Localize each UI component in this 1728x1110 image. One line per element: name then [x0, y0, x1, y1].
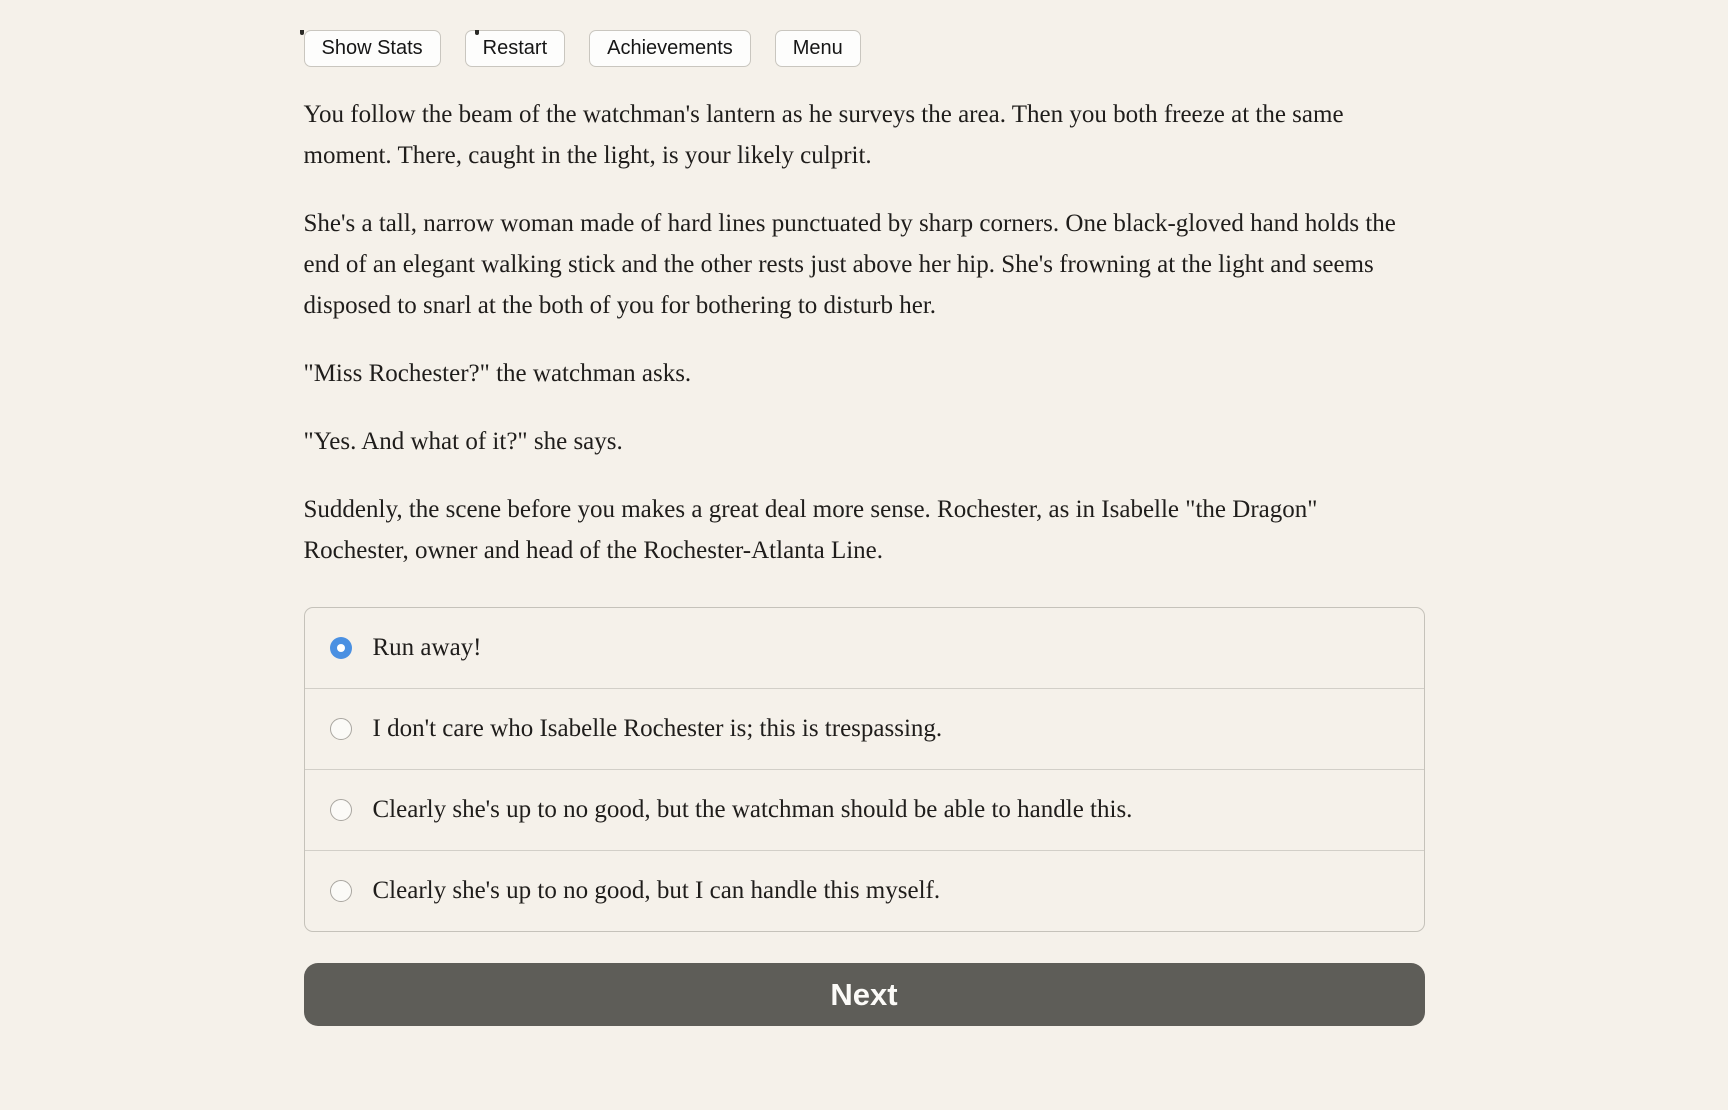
- radio-button-icon[interactable]: [330, 637, 352, 659]
- choice-label: Run away!: [372, 634, 482, 661]
- choice-option-run-away[interactable]: [305, 608, 1424, 688]
- clipped-descender-mark: [300, 30, 304, 35]
- show-stats-button[interactable]: Show Stats: [304, 30, 441, 67]
- next-button[interactable]: Next: [304, 963, 1425, 1026]
- menu-button[interactable]: Menu: [775, 30, 861, 67]
- story-paragraph: "Yes. And what of it?" she says.: [303, 428, 623, 455]
- choice-label: I don't care who Isabelle Rochester is; this is trespassing.: [372, 715, 943, 742]
- restart-button[interactable]: Restart: [465, 30, 565, 67]
- choice-option-handle-myself[interactable]: [305, 850, 1424, 931]
- choice-label: Clearly she's up to no good, but I can handle this myself.: [372, 877, 941, 904]
- radio-button-icon[interactable]: [330, 718, 352, 740]
- story-paragraph: You follow the beam of the watchman's lantern as he surveys the area. Then you both freeze at the same moment. There, caught in the light, is your likely culprit.: [303, 101, 1344, 169]
- radio-button-icon[interactable]: [330, 880, 352, 902]
- choice-option-dont-care-trespassing[interactable]: [305, 688, 1424, 769]
- choice-label: Clearly she's up to no good, but the watchman should be able to handle this.: [372, 796, 1133, 823]
- toolbar: [304, 30, 1425, 67]
- clipped-descender-mark: [475, 30, 479, 35]
- story-paragraph: Suddenly, the scene before you makes a great deal more sense. Rochester, as in Isabelle "the Dragon" Rochester, owner and head of the Rochester-Atlanta Line.: [303, 496, 1318, 564]
- achievements-button[interactable]: Achievements: [589, 30, 751, 67]
- story-text: [304, 94, 1425, 571]
- story-paragraph: "Miss Rochester?" the watchman asks.: [303, 360, 692, 387]
- choice-option-watchman-handle[interactable]: [305, 769, 1424, 850]
- game-page: [304, 30, 1425, 1026]
- radio-button-icon[interactable]: [330, 799, 352, 821]
- story-paragraph: She's a tall, narrow woman made of hard lines punctuated by sharp corners. One black-gloved hand holds the end of an elegant walking stick and the other rests just above her hip. She's frowning at the light and seems disposed to snarl at the both of you for bothering to disturb her.: [303, 210, 1396, 319]
- choice-group: [304, 607, 1425, 932]
